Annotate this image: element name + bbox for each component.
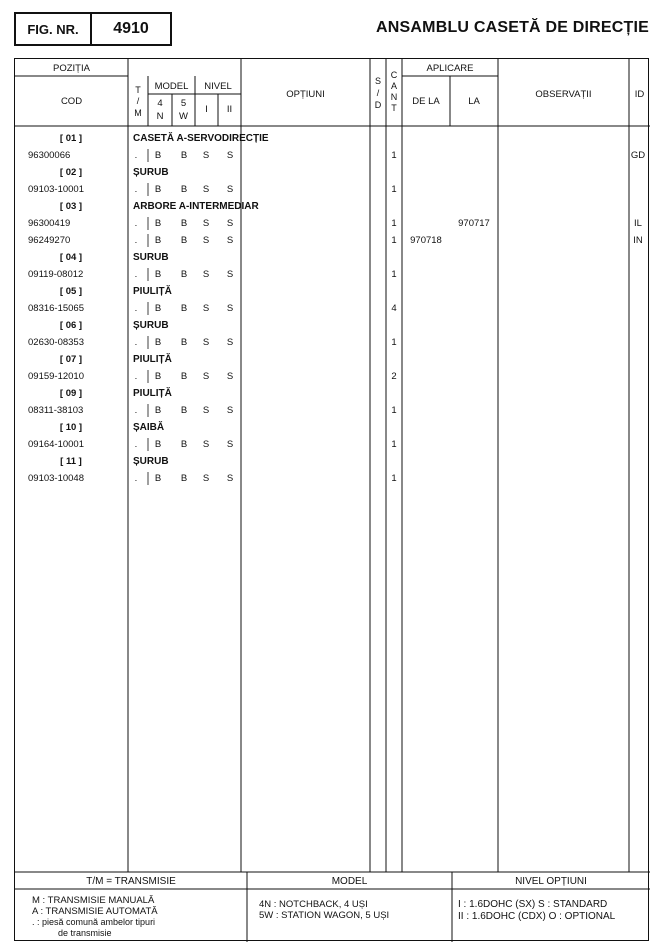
transmission-cell: . bbox=[134, 150, 138, 161]
quantity-cell: 2 bbox=[391, 371, 397, 382]
transmission-cell: . bbox=[134, 371, 138, 382]
section-name: ȘURUB bbox=[133, 456, 169, 467]
table-row bbox=[15, 181, 650, 198]
model-4n-cell: B bbox=[154, 371, 162, 382]
page-title: ANSAMBLU CASETĂ DE DIRECȚIE bbox=[376, 19, 649, 36]
footer-tm-line: de transmisie bbox=[58, 928, 112, 938]
transmission-cell: . bbox=[134, 184, 138, 195]
col-de-la: DE LA bbox=[412, 96, 440, 107]
model-4n-cell: B bbox=[154, 218, 162, 229]
footer-nivel-title: NIVEL OPȚIUNI bbox=[515, 876, 587, 887]
table-row bbox=[15, 334, 650, 351]
figure-number: 4910 bbox=[113, 20, 149, 37]
col-tm-slash: / bbox=[136, 96, 140, 106]
level-ii-cell: S bbox=[226, 184, 234, 195]
level-ii-cell: S bbox=[226, 473, 234, 484]
section-row bbox=[15, 351, 650, 368]
level-ii-cell: S bbox=[226, 337, 234, 348]
section-number: [ 07 ] bbox=[59, 354, 83, 365]
level-i-cell: S bbox=[202, 405, 210, 416]
transmission-cell: . bbox=[134, 405, 138, 416]
transmission-cell: . bbox=[134, 337, 138, 348]
section-number: [ 03 ] bbox=[59, 201, 83, 212]
model-5w-cell: B bbox=[180, 269, 188, 280]
col-cod: COD bbox=[60, 96, 83, 107]
table-row bbox=[15, 402, 650, 419]
model-5w-cell: B bbox=[180, 405, 188, 416]
col-aplicare: APLICARE bbox=[426, 63, 474, 74]
level-i-cell: S bbox=[202, 150, 210, 161]
table-row bbox=[15, 266, 650, 283]
table-row bbox=[15, 147, 650, 164]
transmission-cell: . bbox=[134, 473, 138, 484]
applied-from-cell: 970718 bbox=[410, 235, 442, 246]
table-row bbox=[15, 368, 650, 385]
id-cell: IN bbox=[633, 235, 643, 246]
col-s: S bbox=[374, 76, 381, 86]
quantity-cell: 1 bbox=[391, 150, 397, 161]
transmission-cell: . bbox=[134, 439, 138, 450]
level-i-cell: S bbox=[202, 439, 210, 450]
quantity-cell: 1 bbox=[391, 337, 397, 348]
part-code: 96249270 bbox=[28, 235, 71, 246]
model-4n-cell: B bbox=[154, 405, 162, 416]
model-5w-cell: B bbox=[180, 371, 188, 382]
part-code: 09103-10001 bbox=[28, 184, 84, 195]
footer-tm-title: T/M = TRANSMISIE bbox=[86, 876, 176, 887]
footer-tm-line: . : piesă comună ambelor tipuri bbox=[32, 917, 156, 927]
col-cant-c: C bbox=[390, 70, 398, 80]
part-code: 09103-10048 bbox=[28, 473, 84, 484]
col-id: ID bbox=[634, 89, 645, 100]
section-row bbox=[15, 419, 650, 436]
col-optiuni: OPȚIUNI bbox=[286, 89, 325, 100]
section-number: [ 01 ] bbox=[59, 133, 83, 144]
quantity-cell: 4 bbox=[391, 303, 397, 314]
model-4n-cell: B bbox=[154, 150, 162, 161]
section-number: [ 02 ] bbox=[59, 167, 83, 178]
quantity-cell: 1 bbox=[391, 218, 397, 229]
part-code: 09164-10001 bbox=[28, 439, 84, 450]
quantity-cell: 1 bbox=[391, 269, 397, 280]
id-cell: IL bbox=[634, 218, 642, 229]
level-i-cell: S bbox=[202, 269, 210, 280]
level-ii-cell: S bbox=[226, 405, 234, 416]
col-la: LA bbox=[468, 96, 480, 107]
section-number: [ 10 ] bbox=[59, 422, 83, 433]
figure-number-box bbox=[14, 12, 172, 46]
level-i-cell: S bbox=[202, 218, 210, 229]
section-number: [ 11 ] bbox=[60, 456, 82, 467]
part-code: 08316-15065 bbox=[28, 303, 84, 314]
model-4n-cell: B bbox=[154, 337, 162, 348]
level-ii-cell: S bbox=[226, 439, 234, 450]
col-sd-slash: / bbox=[376, 88, 380, 98]
model-5w-cell: B bbox=[180, 337, 188, 348]
level-i-cell: S bbox=[202, 303, 210, 314]
section-row bbox=[15, 453, 650, 470]
level-i-cell: S bbox=[202, 235, 210, 246]
level-ii-cell: S bbox=[226, 150, 234, 161]
footer-nivel-line: I : 1.6DOHC (SX) S : STANDARD bbox=[458, 899, 608, 910]
model-4n-cell: B bbox=[154, 184, 162, 195]
footer-nivel-line: II : 1.6DOHC (CDX) O : OPTIONAL bbox=[458, 911, 616, 922]
level-ii-cell: S bbox=[226, 218, 234, 229]
section-number: [ 04 ] bbox=[59, 252, 83, 263]
transmission-cell: . bbox=[134, 269, 138, 280]
col-pozitia: POZIȚIA bbox=[53, 63, 90, 74]
quantity-cell: 1 bbox=[391, 439, 397, 450]
model-4n-cell: B bbox=[154, 439, 162, 450]
part-code: 02630-08353 bbox=[28, 337, 84, 348]
model-5w-cell: B bbox=[180, 150, 188, 161]
quantity-cell: 1 bbox=[391, 235, 397, 246]
section-row bbox=[15, 283, 650, 300]
table-row bbox=[15, 436, 650, 453]
col-model-n: N bbox=[156, 111, 164, 122]
section-name: SURUB bbox=[133, 252, 169, 263]
section-name: PIULIȚĂ bbox=[133, 388, 172, 399]
model-4n-cell: B bbox=[154, 235, 162, 246]
model-5w-cell: B bbox=[180, 184, 188, 195]
footer-tm-line: A : TRANSMISIE AUTOMATĂ bbox=[32, 906, 158, 917]
id-cell: GD bbox=[630, 150, 646, 161]
level-ii-cell: S bbox=[226, 235, 234, 246]
model-5w-cell: B bbox=[180, 439, 188, 450]
col-nivel-i: I bbox=[205, 104, 208, 115]
section-name: ȘAIBĂ bbox=[133, 422, 165, 433]
section-number: [ 09 ] bbox=[59, 388, 83, 399]
section-row bbox=[15, 317, 650, 334]
section-number: [ 06 ] bbox=[59, 320, 83, 331]
model-5w-cell: B bbox=[180, 303, 188, 314]
col-cant-t: T bbox=[391, 103, 397, 113]
quantity-cell: 1 bbox=[391, 473, 397, 484]
col-m: M bbox=[134, 108, 142, 118]
transmission-cell: . bbox=[134, 235, 138, 246]
table-row bbox=[15, 300, 650, 317]
part-code: 09159-12010 bbox=[28, 371, 84, 382]
table-row bbox=[15, 215, 650, 232]
quantity-cell: 1 bbox=[391, 184, 397, 195]
part-code: 96300066 bbox=[28, 150, 71, 161]
section-name: PIULIȚĂ bbox=[133, 286, 172, 297]
level-i-cell: S bbox=[202, 371, 210, 382]
transmission-cell: . bbox=[134, 303, 138, 314]
section-name: ARBORE A-INTERMEDIAR bbox=[133, 201, 259, 212]
parts-table bbox=[14, 58, 649, 941]
table-row bbox=[15, 470, 650, 487]
section-name: ȘURUB bbox=[133, 167, 169, 178]
col-nivel-ii: II bbox=[226, 104, 233, 115]
applied-to-cell: 970717 bbox=[458, 218, 490, 229]
part-code: 08311-38103 bbox=[28, 405, 84, 416]
section-name: ȘURUB bbox=[133, 320, 169, 331]
section-row bbox=[15, 130, 650, 147]
part-code: 96300419 bbox=[28, 218, 71, 229]
col-model-4: 4 bbox=[157, 98, 163, 109]
transmission-cell: . bbox=[134, 218, 138, 229]
model-4n-cell: B bbox=[154, 473, 162, 484]
col-cant-a: A bbox=[390, 81, 397, 91]
footer-model-line: 4N : NOTCHBACK, 4 UȘI bbox=[259, 899, 368, 910]
section-number: [ 05 ] bbox=[59, 286, 83, 297]
table-row bbox=[15, 232, 650, 249]
section-name: CASETĂ A-SERVODIRECȚIE bbox=[133, 133, 269, 144]
section-row bbox=[15, 385, 650, 402]
col-d: D bbox=[374, 100, 382, 110]
level-i-cell: S bbox=[202, 473, 210, 484]
section-name: PIULIȚĂ bbox=[133, 354, 172, 365]
section-row bbox=[15, 198, 650, 215]
footer-tm-line: M : TRANSMISIE MANUALĂ bbox=[32, 895, 155, 906]
quantity-cell: 1 bbox=[391, 405, 397, 416]
footer-model-line: 5W : STATION WAGON, 5 UȘI bbox=[259, 910, 390, 921]
level-ii-cell: S bbox=[226, 371, 234, 382]
col-observatii: OBSERVAȚII bbox=[535, 89, 592, 100]
level-ii-cell: S bbox=[226, 269, 234, 280]
level-i-cell: S bbox=[202, 184, 210, 195]
col-model-w: W bbox=[179, 111, 188, 122]
model-4n-cell: B bbox=[154, 303, 162, 314]
model-5w-cell: B bbox=[180, 473, 188, 484]
figure-label: FIG. NR. bbox=[16, 14, 92, 44]
col-cant-n: N bbox=[390, 92, 398, 102]
col-nivel: NIVEL bbox=[204, 81, 232, 92]
level-ii-cell: S bbox=[226, 303, 234, 314]
level-i-cell: S bbox=[202, 337, 210, 348]
model-4n-cell: B bbox=[154, 269, 162, 280]
col-model-5: 5 bbox=[180, 98, 187, 109]
section-row bbox=[15, 164, 650, 181]
model-5w-cell: B bbox=[180, 218, 188, 229]
col-t: T bbox=[135, 85, 141, 95]
model-5w-cell: B bbox=[180, 235, 188, 246]
col-model: MODEL bbox=[154, 81, 189, 92]
section-row bbox=[15, 249, 650, 266]
footer-model-title: MODEL bbox=[331, 876, 368, 887]
part-code: 09119-08012 bbox=[28, 269, 84, 280]
